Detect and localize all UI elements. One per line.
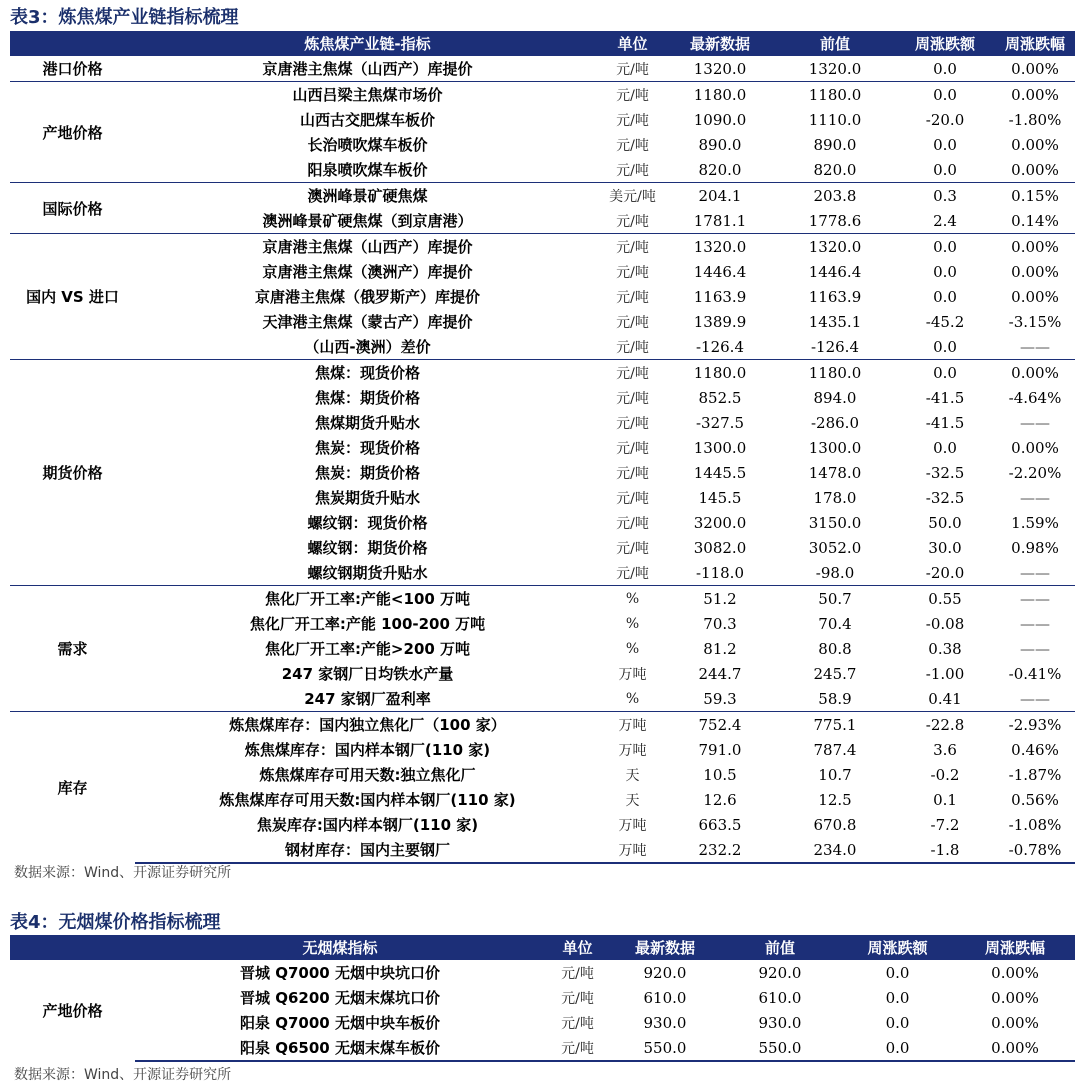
header-category (10, 31, 135, 56)
latest-value-cell: 920.0 (610, 960, 720, 986)
weekly-change-cell: 50.0 (928, 513, 962, 532)
previous-value-cell: 670.8 (813, 815, 857, 834)
latest-value-cell: 1180.0 (665, 82, 775, 108)
table4 (10, 935, 1075, 1062)
indicator-cell: 晋城 Q6200 无烟末煤坑口价 (240, 989, 440, 1007)
unit-cell: 元/吨 (600, 56, 665, 82)
previous-value-cell: 1180.0 (775, 360, 895, 386)
table-row (10, 107, 1075, 132)
weekly-change-cell: -22.8 (895, 712, 995, 738)
previous-value-cell: 1300.0 (808, 438, 862, 457)
header-weekly-change: 周涨跌额 (895, 31, 995, 56)
previous-value-cell: 787.4 (813, 740, 857, 759)
latest-value-cell: 1300.0 (693, 438, 747, 457)
table-row (10, 960, 1075, 986)
previous-value-cell: 58.9 (818, 689, 852, 708)
weekly-change-pct-cell: —— (1020, 337, 1050, 356)
table-row (10, 334, 1075, 360)
unit-cell: 元/吨 (616, 264, 649, 281)
latest-value-cell: 145.5 (698, 488, 742, 507)
previous-value-cell: 610.0 (758, 988, 802, 1007)
category-cell: 国内 VS 进口 (10, 234, 135, 360)
table-row (10, 661, 1075, 686)
unit-cell: 万吨 (618, 666, 647, 683)
previous-value-cell: 820.0 (813, 160, 857, 179)
table-row (10, 686, 1075, 712)
table-row (10, 1035, 1075, 1061)
indicator-cell: 247 家钢厂盈利率 (304, 690, 431, 708)
indicator-cell: 京唐港主焦煤（山西产）库提价 (135, 234, 600, 260)
unit-cell: 元/吨 (616, 213, 649, 230)
latest-value-cell: 852.5 (698, 388, 742, 407)
table-row (10, 762, 1075, 787)
weekly-change-pct-cell: 0.00% (955, 1035, 1075, 1061)
latest-value-cell: 1320.0 (665, 56, 775, 82)
latest-value-cell: 890.0 (698, 135, 742, 154)
indicator-cell: 阳泉 Q6500 无烟末煤车板价 (135, 1035, 545, 1061)
unit-cell: 天 (625, 792, 640, 809)
indicator-cell: 焦煤：期货价格 (314, 389, 420, 407)
weekly-change-cell: 0.0 (885, 988, 910, 1007)
previous-value-cell: 80.8 (818, 639, 852, 658)
latest-value-cell: 1320.0 (665, 234, 775, 260)
latest-value-cell: 1781.1 (693, 211, 747, 230)
weekly-change-pct-cell: -2.93% (995, 712, 1075, 738)
indicator-cell: 炼焦煤库存：国内独立焦化厂（100 家） (135, 712, 600, 738)
table-row (10, 82, 1075, 108)
indicator-cell: 焦化厂开工率:产能<100 万吨 (135, 586, 600, 612)
weekly-change-cell: 0.1 (933, 790, 957, 809)
latest-value-cell: 51.2 (665, 586, 775, 612)
previous-value-cell: 245.7 (813, 664, 857, 683)
latest-value-cell: 663.5 (698, 815, 742, 834)
indicator-cell: 山西古交肥煤车板价 (299, 111, 435, 129)
weekly-change-cell: 0.0 (933, 337, 957, 356)
unit-cell: 元/吨 (616, 515, 649, 532)
latest-value-cell: 791.0 (698, 740, 742, 759)
weekly-change-cell: 0.0 (895, 56, 995, 82)
latest-value-cell: 1446.4 (693, 262, 747, 281)
header-indicator: 炼焦煤产业链-指标 (135, 31, 600, 56)
weekly-change-pct-cell: 0.00% (955, 960, 1075, 986)
table-row (10, 636, 1075, 661)
unit-cell: 元/吨 (561, 990, 594, 1007)
table4-source: 数据来源：Wind、开源证券研究所 (14, 1067, 232, 1083)
indicator-cell: 炼焦煤库存可用天数:独立焦化厂 (259, 766, 476, 784)
previous-value-cell: 550.0 (720, 1035, 840, 1061)
table3-title: 表3：炼焦煤产业链指标梳理 (10, 7, 239, 28)
header-unit: 单位 (600, 31, 665, 56)
indicator-cell: 焦炭：期货价格 (314, 464, 420, 482)
table4-header-row (10, 935, 1075, 960)
table3-source: 数据来源：Wind、开源证券研究所 (14, 865, 232, 881)
weekly-change-pct-cell: 0.00% (991, 1013, 1039, 1032)
table-row (10, 157, 1075, 183)
header-latest: 最新数据 (665, 31, 775, 56)
previous-value-cell: 3150.0 (808, 513, 862, 532)
unit-cell: 元/吨 (600, 234, 665, 260)
latest-value-cell: 1180.0 (665, 360, 775, 386)
previous-value-cell: 1320.0 (775, 56, 895, 82)
table-row (10, 510, 1075, 535)
latest-value-cell: 550.0 (610, 1035, 720, 1061)
weekly-change-pct-cell: -3.15% (1008, 312, 1062, 331)
previous-value-cell: 10.7 (818, 765, 852, 784)
latest-value-cell: 232.2 (665, 837, 775, 863)
weekly-change-pct-cell: 0.00% (1011, 135, 1059, 154)
weekly-change-pct-cell: 1.59% (1011, 513, 1059, 532)
indicator-cell: 京唐港主焦煤（澳洲产）库提价 (262, 263, 473, 281)
table-row (10, 712, 1075, 738)
unit-cell: 万吨 (618, 742, 647, 759)
table4-title: 表4：无烟煤价格指标梳理 (10, 912, 221, 933)
table-row (10, 985, 1075, 1010)
category-cell: 国际价格 (10, 183, 135, 234)
weekly-change-pct-cell: —— (1020, 614, 1050, 633)
weekly-change-cell: -41.5 (925, 388, 965, 407)
indicator-cell: 焦化厂开工率:产能 100-200 万吨 (249, 615, 486, 633)
weekly-change-cell: -32.5 (925, 488, 965, 507)
weekly-change-pct-cell: 0.00% (995, 56, 1075, 82)
latest-value-cell: 1163.9 (693, 287, 747, 306)
indicator-cell: 京唐港主焦煤（山西产）库提价 (135, 56, 600, 82)
weekly-change-cell: 0.55 (895, 586, 995, 612)
previous-value-cell: 3052.0 (808, 538, 862, 557)
latest-value-cell: 81.2 (703, 639, 737, 658)
table-row (10, 259, 1075, 284)
weekly-change-pct-cell: 0.00% (1011, 262, 1059, 281)
weekly-change-cell: 0.0 (933, 287, 957, 306)
weekly-change-pct-cell: -1.08% (1008, 815, 1062, 834)
category-cell: 产地价格 (10, 960, 135, 1062)
latest-value-cell: 244.7 (698, 664, 742, 683)
header-previous: 前值 (720, 935, 840, 960)
unit-cell: 元/吨 (616, 289, 649, 306)
weekly-change-pct-cell: —— (995, 586, 1075, 612)
unit-cell: 元/吨 (616, 490, 649, 507)
latest-value-cell: 752.4 (665, 712, 775, 738)
latest-value-cell: 1090.0 (693, 110, 747, 129)
indicator-cell: 螺纹钢：期货价格 (307, 539, 428, 557)
unit-cell: 元/吨 (600, 360, 665, 386)
previous-value-cell: 178.0 (813, 488, 857, 507)
weekly-change-cell: 30.0 (928, 538, 962, 557)
latest-value-cell: 930.0 (643, 1013, 687, 1032)
header-category (10, 935, 135, 960)
weekly-change-cell: -7.2 (930, 815, 960, 834)
previous-value-cell: 1180.0 (775, 82, 895, 108)
unit-cell: 万吨 (618, 817, 647, 834)
weekly-change-cell: 0.0 (895, 234, 995, 260)
weekly-change-cell: 0.0 (933, 262, 957, 281)
unit-cell: 元/吨 (616, 162, 649, 179)
weekly-change-cell: -45.2 (925, 312, 965, 331)
indicator-cell: 螺纹钢期货升贴水 (307, 564, 428, 582)
category-cell: 需求 (10, 586, 135, 712)
weekly-change-pct-cell: 0.56% (1011, 790, 1059, 809)
weekly-change-pct-cell: -1.80% (1008, 110, 1062, 129)
unit-cell: 万吨 (600, 712, 665, 738)
weekly-change-cell: 0.41 (928, 689, 962, 708)
table-row (10, 360, 1075, 386)
unit-cell: 元/吨 (616, 314, 649, 331)
table-row (10, 586, 1075, 612)
table-row (10, 737, 1075, 762)
weekly-change-cell: -20.0 (925, 563, 965, 582)
category-cell: 港口价格 (10, 56, 135, 82)
indicator-cell: 阳泉 Q7000 无烟中块车板价 (240, 1014, 440, 1032)
latest-value-cell: 1389.9 (693, 312, 747, 331)
indicator-cell: 阳泉喷吹煤车板价 (307, 161, 428, 179)
previous-value-cell: 920.0 (720, 960, 840, 986)
previous-value-cell: 1778.6 (808, 211, 862, 230)
table-row (10, 132, 1075, 157)
weekly-change-pct-cell: 0.15% (995, 183, 1075, 209)
latest-value-cell: -118.0 (695, 563, 744, 582)
weekly-change-cell: 0.0 (840, 1035, 955, 1061)
previous-value-cell: -286.0 (810, 413, 859, 432)
header-weekly-change: 周涨跌额 (840, 935, 955, 960)
weekly-change-pct-cell: 0.00% (1011, 160, 1059, 179)
weekly-change-pct-cell: 0.98% (1011, 538, 1059, 557)
table-row (10, 535, 1075, 560)
weekly-change-cell: 0.0 (895, 82, 995, 108)
previous-value-cell: -126.4 (810, 337, 859, 356)
previous-value-cell: 775.1 (775, 712, 895, 738)
unit-cell: 元/吨 (616, 465, 649, 482)
unit-cell: % (625, 615, 640, 632)
header-indicator: 无烟煤指标 (135, 935, 545, 960)
weekly-change-cell: 3.6 (933, 740, 957, 759)
unit-cell: 元/吨 (616, 137, 649, 154)
weekly-change-pct-cell: —— (1020, 563, 1050, 582)
indicator-cell: 螺纹钢：现货价格 (307, 514, 428, 532)
weekly-change-cell: -0.2 (930, 765, 960, 784)
table-row (10, 309, 1075, 334)
unit-cell: 元/吨 (616, 540, 649, 557)
indicator-cell: 钢材库存：国内主要钢厂 (135, 837, 600, 863)
table-row (10, 560, 1075, 586)
previous-value-cell: 1163.9 (808, 287, 862, 306)
previous-value-cell: 930.0 (758, 1013, 802, 1032)
latest-value-cell: 1445.5 (693, 463, 747, 482)
unit-cell: 元/吨 (600, 82, 665, 108)
weekly-change-pct-cell: -1.87% (1008, 765, 1062, 784)
header-unit: 单位 (545, 935, 610, 960)
weekly-change-cell: 0.38 (928, 639, 962, 658)
indicator-cell: 澳洲峰景矿硬焦煤 (135, 183, 600, 209)
weekly-change-cell: -20.0 (925, 110, 965, 129)
weekly-change-pct-cell: 0.14% (1011, 211, 1059, 230)
previous-value-cell: 1320.0 (775, 234, 895, 260)
indicator-cell: 焦化厂开工率:产能>200 万吨 (264, 640, 471, 658)
indicator-cell: 247 家钢厂日均铁水产量 (281, 665, 454, 683)
weekly-change-pct-cell: —— (1020, 413, 1050, 432)
category-cell: 期货价格 (10, 360, 135, 586)
unit-cell: 元/吨 (616, 339, 649, 356)
table-row (10, 410, 1075, 435)
indicator-cell: 京唐港主焦煤（俄罗斯产）库提价 (254, 288, 480, 306)
latest-value-cell: -327.5 (695, 413, 744, 432)
weekly-change-pct-cell: —— (1020, 689, 1050, 708)
previous-value-cell: -98.0 (815, 563, 855, 582)
table-row (10, 385, 1075, 410)
previous-value-cell: 1110.0 (808, 110, 862, 129)
indicator-cell: 焦炭库存:国内样本钢厂(110 家) (256, 816, 479, 834)
unit-cell: 万吨 (600, 837, 665, 863)
latest-value-cell: 70.3 (703, 614, 737, 633)
indicator-cell: （山西-澳洲）差价 (304, 338, 431, 356)
table-row (10, 611, 1075, 636)
unit-cell: 元/吨 (545, 1035, 610, 1061)
unit-cell: % (600, 586, 665, 612)
weekly-change-pct-cell: 0.00% (1011, 287, 1059, 306)
weekly-change-cell: -32.5 (925, 463, 965, 482)
header-latest: 最新数据 (610, 935, 720, 960)
previous-value-cell: 1446.4 (808, 262, 862, 281)
previous-value-cell: 894.0 (813, 388, 857, 407)
weekly-change-cell: 0.0 (933, 135, 957, 154)
header-previous: 前值 (775, 31, 895, 56)
unit-cell: 元/吨 (616, 415, 649, 432)
table-row (10, 460, 1075, 485)
weekly-change-pct-cell: —— (1020, 639, 1050, 658)
weekly-change-cell: -1.8 (895, 837, 995, 863)
category-cell: 库存 (10, 712, 135, 864)
table-row (10, 435, 1075, 460)
weekly-change-pct-cell: 0.00% (995, 360, 1075, 386)
latest-value-cell: 12.6 (703, 790, 737, 809)
previous-value-cell: 70.4 (818, 614, 852, 633)
unit-cell: % (625, 640, 640, 657)
weekly-change-cell: 0.3 (895, 183, 995, 209)
indicator-cell: 炼焦煤库存：国内样本钢厂(110 家) (244, 741, 491, 759)
previous-value-cell: 50.7 (775, 586, 895, 612)
weekly-change-pct-cell: -2.20% (1008, 463, 1062, 482)
weekly-change-cell: -41.5 (925, 413, 965, 432)
weekly-change-cell: 0.0 (933, 438, 957, 457)
weekly-change-cell: 0.0 (840, 960, 955, 986)
indicator-cell: 长治喷吹煤车板价 (307, 136, 428, 154)
header-weekly-change-pct: 周涨跌幅 (955, 935, 1075, 960)
indicator-cell: 天津港主焦煤（蒙古产）库提价 (262, 313, 473, 331)
table-row (10, 485, 1075, 510)
unit-cell: 天 (625, 767, 640, 784)
previous-value-cell: 890.0 (813, 135, 857, 154)
weekly-change-pct-cell: —— (1020, 488, 1050, 507)
latest-value-cell: -126.4 (695, 337, 744, 356)
indicator-cell: 焦煤期货升贴水 (314, 414, 420, 432)
table3 (10, 31, 1075, 864)
previous-value-cell: 1478.0 (808, 463, 862, 482)
weekly-change-cell: -0.08 (925, 614, 965, 633)
table-row (10, 284, 1075, 309)
latest-value-cell: 59.3 (703, 689, 737, 708)
category-cell: 产地价格 (10, 82, 135, 183)
latest-value-cell: 820.0 (698, 160, 742, 179)
table-row (10, 208, 1075, 234)
weekly-change-cell: 0.0 (933, 160, 957, 179)
unit-cell: 元/吨 (561, 1015, 594, 1032)
previous-value-cell: 234.0 (775, 837, 895, 863)
table3-header-row (10, 31, 1075, 56)
table-row (10, 787, 1075, 812)
latest-value-cell: 3200.0 (693, 513, 747, 532)
header-weekly-change-pct: 周涨跌幅 (995, 31, 1075, 56)
latest-value-cell: 610.0 (643, 988, 687, 1007)
table-row (10, 812, 1075, 837)
weekly-change-pct-cell: 0.00% (991, 988, 1039, 1007)
weekly-change-pct-cell: 0.46% (1011, 740, 1059, 759)
table-row (10, 234, 1075, 260)
latest-value-cell: 10.5 (703, 765, 737, 784)
indicator-cell: 焦煤：现货价格 (135, 360, 600, 386)
weekly-change-pct-cell: -0.41% (1008, 664, 1062, 683)
weekly-change-cell: 2.4 (933, 211, 957, 230)
indicator-cell: 山西吕梁主焦煤市场价 (135, 82, 600, 108)
indicator-cell: 晋城 Q7000 无烟中块坑口价 (135, 960, 545, 986)
weekly-change-pct-cell: 0.00% (995, 82, 1075, 108)
table-row (10, 837, 1075, 863)
unit-cell: 元/吨 (616, 565, 649, 582)
latest-value-cell: 204.1 (665, 183, 775, 209)
previous-value-cell: 1435.1 (808, 312, 862, 331)
unit-cell: 元/吨 (545, 960, 610, 986)
weekly-change-cell: -1.00 (925, 664, 965, 683)
unit-cell: 元/吨 (616, 440, 649, 457)
weekly-change-pct-cell: 0.00% (1011, 438, 1059, 457)
unit-cell: 元/吨 (616, 112, 649, 129)
weekly-change-pct-cell: 0.00% (995, 234, 1075, 260)
indicator-cell: 焦炭：现货价格 (314, 439, 420, 457)
unit-cell: % (625, 690, 640, 707)
table-row (10, 56, 1075, 82)
indicator-cell: 焦炭期货升贴水 (314, 489, 420, 507)
table-row (10, 183, 1075, 209)
latest-value-cell: 3082.0 (693, 538, 747, 557)
weekly-change-cell: 0.0 (895, 360, 995, 386)
indicator-cell: 炼焦煤库存可用天数:国内样本钢厂(110 家) (219, 791, 516, 809)
indicator-cell: 澳洲峰景矿硬焦煤（到京唐港） (262, 212, 473, 230)
unit-cell: 元/吨 (616, 390, 649, 407)
weekly-change-pct-cell: -0.78% (995, 837, 1075, 863)
weekly-change-pct-cell: -4.64% (1008, 388, 1062, 407)
table-row (10, 1010, 1075, 1035)
previous-value-cell: 12.5 (818, 790, 852, 809)
previous-value-cell: 203.8 (775, 183, 895, 209)
unit-cell: 美元/吨 (600, 183, 665, 209)
weekly-change-cell: 0.0 (885, 1013, 910, 1032)
